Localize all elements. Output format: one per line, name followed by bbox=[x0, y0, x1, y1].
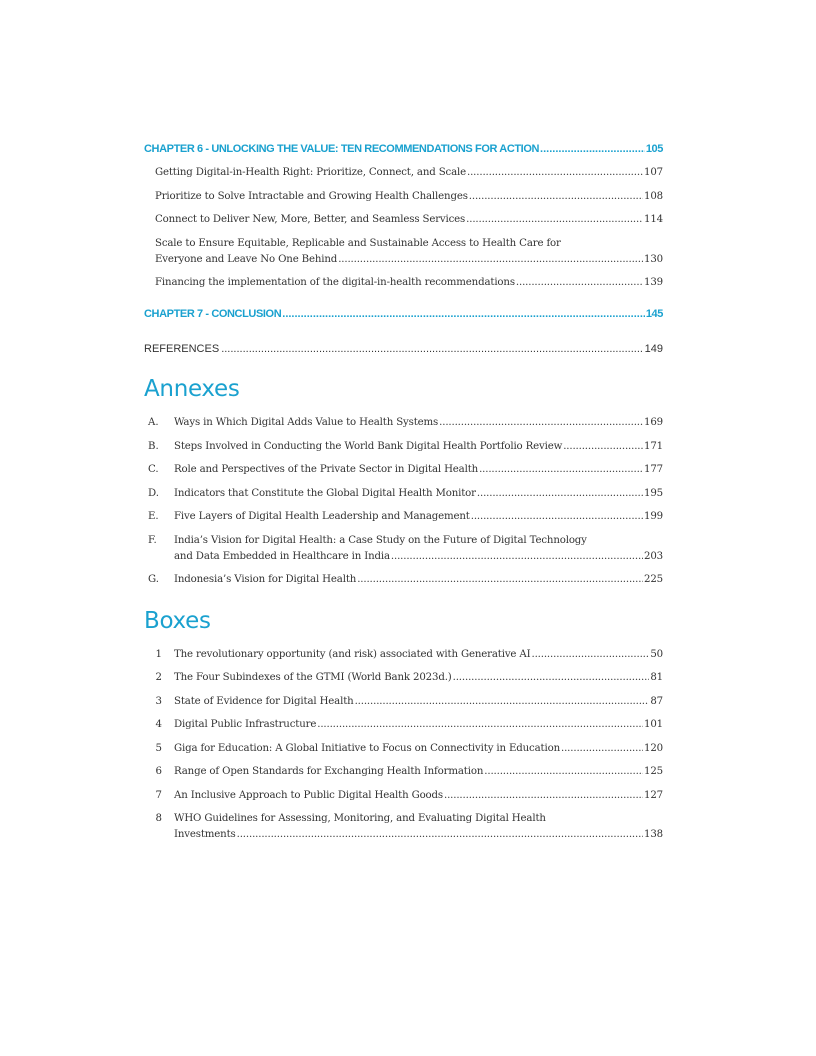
leader-dots bbox=[561, 743, 643, 754]
annex-entry[interactable] bbox=[174, 511, 663, 522]
toc-entry-label: Role and Perspectives of the Private Sector in Digital Health bbox=[174, 464, 479, 475]
box-number: 8 bbox=[155, 813, 162, 824]
annex-letter: C. bbox=[148, 464, 159, 475]
toc-entry-label: The Four Subindexes of the GTMI (World Bank 2023d.) bbox=[174, 672, 452, 683]
toc-entry-label: Ways in Which Digital Adds Value to Health Systems bbox=[174, 417, 439, 428]
box-entry[interactable] bbox=[174, 649, 663, 660]
toc-page-number: 107 bbox=[644, 167, 663, 178]
annex-entry[interactable] bbox=[174, 417, 663, 428]
toc-entry-label: State of Evidence for Digital Health bbox=[174, 696, 354, 707]
toc-page-number: 138 bbox=[644, 829, 663, 840]
toc-chapter-6[interactable] bbox=[144, 143, 663, 155]
toc-entry-label: Everyone and Leave No One Behind bbox=[155, 254, 338, 265]
box-number: 5 bbox=[155, 743, 162, 754]
toc-page-number: 105 bbox=[645, 143, 663, 155]
toc-page-number: 203 bbox=[644, 551, 663, 562]
box-entry[interactable] bbox=[174, 790, 663, 801]
annex-entry[interactable] bbox=[174, 551, 663, 562]
toc-entry-label: Financing the implementation of the digital-in-health recommendations bbox=[155, 277, 515, 288]
box-entry[interactable] bbox=[174, 766, 663, 777]
box-entry[interactable] bbox=[174, 743, 663, 754]
toc-entry-label: An Inclusive Approach to Public Digital Health Goods bbox=[174, 790, 443, 801]
toc-page-number: 130 bbox=[644, 254, 663, 265]
toc-entry[interactable] bbox=[155, 277, 663, 288]
box-number: 2 bbox=[155, 672, 162, 683]
toc-entry-label: The revolutionary opportunity (and risk) associated with Generative AI bbox=[174, 649, 531, 660]
leader-dots bbox=[540, 143, 645, 155]
toc-entry-label: Giga for Education: A Global Initiative to Focus on Connectivity in Education bbox=[174, 743, 560, 754]
annex-letter: F. bbox=[148, 535, 157, 546]
leader-dots bbox=[563, 441, 643, 452]
toc-entry-label: and Data Embedded in Healthcare in India bbox=[174, 551, 390, 562]
toc-page-number: 195 bbox=[644, 488, 663, 499]
leader-dots bbox=[471, 511, 643, 522]
toc-entry-label: Range of Open Standards for Exchanging Health Information bbox=[174, 766, 484, 777]
annex-letter: G. bbox=[148, 574, 160, 585]
leader-dots bbox=[282, 308, 645, 320]
toc-page-number: 50 bbox=[650, 649, 663, 660]
toc-entry-label: Investments bbox=[174, 829, 236, 840]
toc-page-number: 125 bbox=[644, 766, 663, 777]
leader-dots bbox=[479, 464, 643, 475]
annexes-heading: Annexes bbox=[144, 376, 240, 402]
toc-entry-label: Digital Public Infrastructure bbox=[174, 719, 317, 730]
leader-dots bbox=[391, 551, 643, 562]
leader-dots bbox=[357, 574, 643, 585]
toc-entry-label: Indicators that Constitute the Global Digital Health Monitor bbox=[174, 488, 476, 499]
box-number: 3 bbox=[155, 696, 162, 707]
toc-entry-label: Getting Digital-in-Health Right: Prioritize, Connect, and Scale bbox=[155, 167, 466, 178]
box-entry[interactable] bbox=[174, 829, 663, 840]
toc-entry-label: Steps Involved in Conducting the World Bank Digital Health Portfolio Review bbox=[174, 441, 563, 452]
toc-entry-label: Five Layers of Digital Health Leadership and Management bbox=[174, 511, 470, 522]
toc-page-number: 87 bbox=[650, 696, 663, 707]
leader-dots bbox=[444, 790, 643, 801]
toc-entry[interactable] bbox=[155, 254, 663, 265]
annex-entry[interactable] bbox=[174, 464, 663, 475]
toc-chapter-label: CHAPTER 6 - UNLOCKING THE VALUE: TEN RECOMMENDATIONS FOR ACTION bbox=[144, 143, 540, 155]
toc-page-number: 114 bbox=[644, 214, 663, 225]
toc-page-number: 120 bbox=[644, 743, 663, 754]
toc-entry-first-line[interactable]: Scale to Ensure Equitable, Replicable and Sustainable Access to Health Care for bbox=[155, 238, 561, 249]
toc-chapter-7[interactable] bbox=[144, 308, 663, 320]
annex-letter: D. bbox=[148, 488, 160, 499]
toc-page-number: 139 bbox=[644, 277, 663, 288]
toc-page-number: 199 bbox=[644, 511, 663, 522]
leader-dots bbox=[439, 417, 643, 428]
toc-page-number: 145 bbox=[645, 308, 663, 320]
toc-page-number: 127 bbox=[644, 790, 663, 801]
leader-dots bbox=[355, 696, 650, 707]
leader-dots bbox=[516, 277, 643, 288]
box-number: 4 bbox=[155, 719, 162, 730]
annex-letter: E. bbox=[148, 511, 159, 522]
toc-entry-label: Prioritize to Solve Intractable and Growing Health Challenges bbox=[155, 191, 468, 202]
annex-entry-first-line[interactable]: India’s Vision for Digital Health: a Case Study on the Future of Digital Technology bbox=[174, 535, 587, 546]
toc-references[interactable] bbox=[144, 343, 663, 355]
box-number: 1 bbox=[155, 649, 162, 660]
boxes-heading: Boxes bbox=[144, 608, 211, 634]
box-entry[interactable] bbox=[174, 696, 663, 707]
toc-page-number: 101 bbox=[644, 719, 663, 730]
toc-entry-label: Connect to Deliver New, More, Better, and Seamless Services bbox=[155, 214, 466, 225]
box-entry[interactable] bbox=[174, 719, 663, 730]
box-entry-first-line[interactable]: WHO Guidelines for Assessing, Monitoring, and Evaluating Digital Health bbox=[174, 813, 546, 824]
leader-dots bbox=[477, 488, 643, 499]
leader-dots bbox=[221, 343, 642, 355]
toc-page-number: 81 bbox=[650, 672, 663, 683]
toc-page-number: 149 bbox=[644, 343, 663, 355]
toc-entry[interactable] bbox=[155, 191, 663, 202]
annex-entry[interactable] bbox=[174, 488, 663, 499]
toc-references-label: REFERENCES bbox=[144, 343, 220, 355]
annex-letter: B. bbox=[148, 441, 159, 452]
leader-dots bbox=[531, 649, 649, 660]
annex-entry[interactable] bbox=[174, 441, 663, 452]
leader-dots bbox=[467, 167, 643, 178]
toc-entry[interactable] bbox=[155, 167, 663, 178]
leader-dots bbox=[469, 191, 643, 202]
toc-entry-label: Indonesia’s Vision for Digital Health bbox=[174, 574, 357, 585]
toc-page-number: 171 bbox=[644, 441, 663, 452]
annex-letter: A. bbox=[148, 417, 159, 428]
toc-page-number: 169 bbox=[644, 417, 663, 428]
box-number: 7 bbox=[155, 790, 162, 801]
leader-dots bbox=[338, 254, 643, 265]
box-entry[interactable] bbox=[174, 672, 663, 683]
toc-page-number: 108 bbox=[644, 191, 663, 202]
toc-page-number: 225 bbox=[644, 574, 663, 585]
annex-entry[interactable] bbox=[174, 574, 663, 585]
leader-dots bbox=[484, 766, 643, 777]
toc-chapter-label: CHAPTER 7 - CONCLUSION bbox=[144, 308, 282, 320]
box-number: 6 bbox=[155, 766, 162, 777]
leader-dots bbox=[453, 672, 650, 683]
toc-entry[interactable] bbox=[155, 214, 663, 225]
leader-dots bbox=[466, 214, 643, 225]
toc-page-number: 177 bbox=[644, 464, 663, 475]
leader-dots bbox=[237, 829, 643, 840]
leader-dots bbox=[317, 719, 643, 730]
